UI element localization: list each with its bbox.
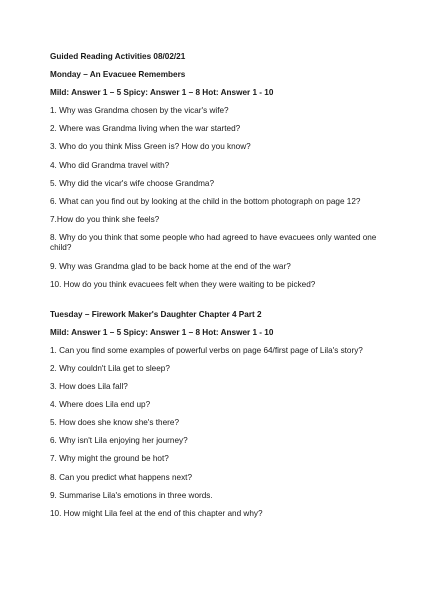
section-spacer [50,298,380,310]
monday-question-6: 6. What can you find out by looking at the child in the bottom photograph on page 12? [50,196,361,206]
tuesday-question-3: 3. How does Lila fall? [50,382,128,392]
tuesday-question-7: 7. Why might the ground be hot? [50,454,169,464]
tuesday-question-10: 10. How might Lila feel at the end of this chapter and why? [50,508,263,518]
monday-heading-day: Monday [50,70,81,80]
monday-question-5: 5. Why did the vicar's wife choose Grandma? [50,178,215,188]
tuesday-question-6: 6. Why isn't Lila enjoying her journey? [50,436,188,446]
monday-question-7: 7.How do you think she feels? [50,214,160,224]
document-page [50,52,380,527]
monday-levels: Mild: Answer 1 – 5 Spicy: Answer 1 – 8 Hot: Answer 1 - 10 [50,88,274,98]
monday-question-8: 8. Why do you think that some people who had agreed to have evacuees only wanted one child? [50,232,377,253]
tuesday-heading-title: – Firework Maker's Daughter Chapter 4 Part 2 [82,309,262,319]
monday-question-2: 2. Where was Grandma living when the war started? [50,124,241,134]
tuesday-question-5: 5. How does she know she's there? [50,418,179,428]
monday-question-3: 3. Who do you think Miss Green is? How do you know? [50,142,251,152]
tuesday-question-4: 4. Where does Lila end up? [50,400,151,410]
tuesday-question-1: 1. Can you find some examples of powerful verbs on page 64/first page of Lila's story? [50,345,363,355]
tuesday-question-9: 9. Summarise Lila's emotions in three words. [50,490,213,500]
tuesday-levels: Mild: Answer 1 – 5 Spicy: Answer 1 – 8 Hot: Answer 1 - 10 [50,327,274,337]
monday-heading [50,70,380,81]
monday-heading-title: – An Evacuee Remembers [80,70,186,80]
tuesday-heading [50,310,380,321]
monday-question-1: 1. Why was Grandma chosen by the vicar's wife? [50,106,229,116]
tuesday-question-8: 8. Can you predict what happens next? [50,472,193,482]
tuesday-question-2: 2. Why couldn't Lila get to sleep? [50,364,170,373]
tuesday-heading-day: Tuesday [50,309,83,319]
document-title: Guided Reading Activities 08/02/21 [50,52,186,61]
monday-question-9: 9. Why was Grandma glad to be back home at the end of the war? [50,261,291,271]
monday-question-4: 4. Who did Grandma travel with? [50,160,170,170]
monday-question-10: 10. How do you think evacuees felt when they were waiting to be picked? [50,279,316,289]
